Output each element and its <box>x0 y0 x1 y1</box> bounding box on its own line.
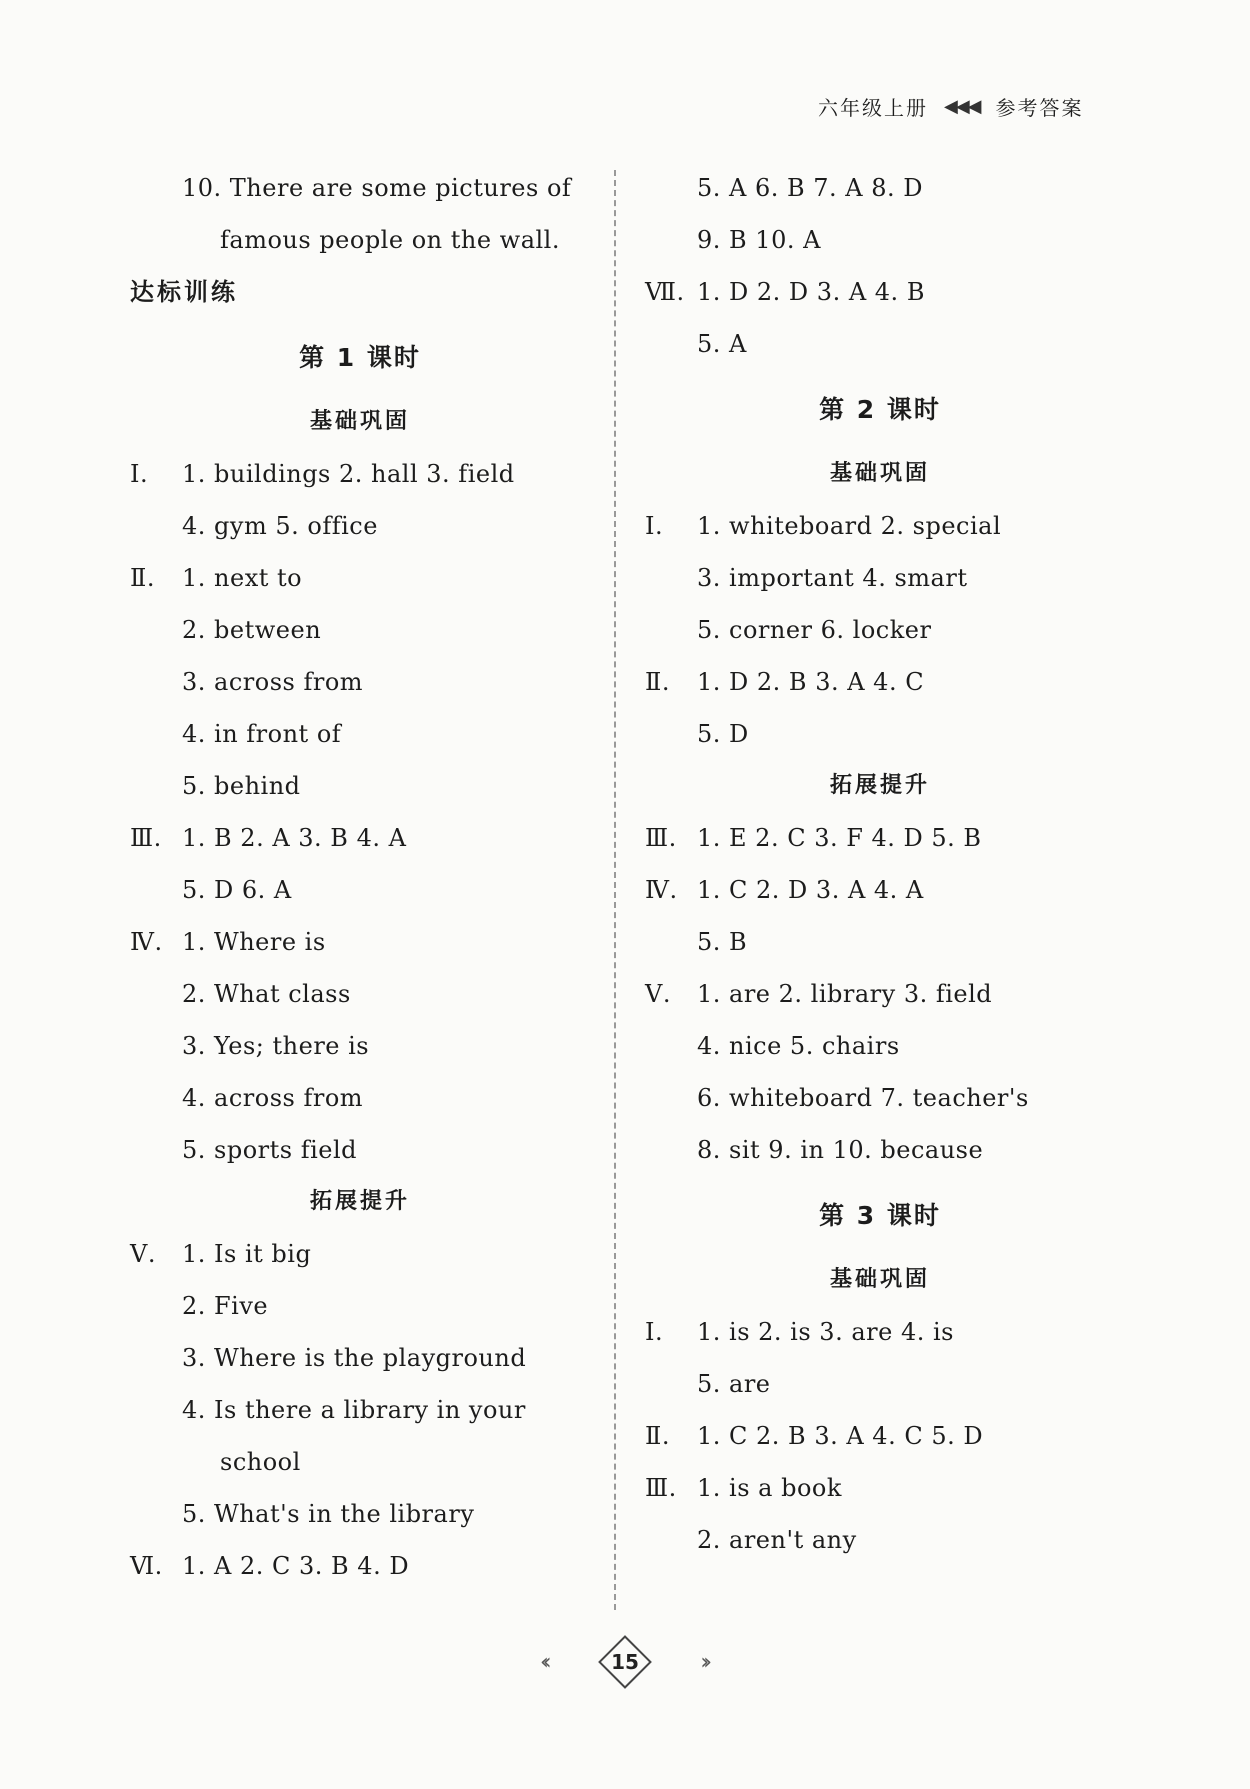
answer-line: Ⅴ. 1. Is it big <box>130 1240 312 1268</box>
sub-title: 基础巩固 <box>309 409 410 434</box>
lesson-title: 第 2 课时 <box>819 395 941 424</box>
answer-line: Ⅲ. 1. is a book <box>645 1474 842 1502</box>
answer-line: 8. sit 9. in 10. because <box>697 1136 984 1164</box>
answer-line: Ⅴ. 1. are 2. library 3. field <box>645 980 993 1008</box>
answer-line: 3. important 4. smart <box>697 564 968 592</box>
answer-line: 5. behind <box>182 772 301 800</box>
answer-line: 2. Five <box>182 1292 269 1320</box>
answer-line: school <box>220 1448 301 1476</box>
answer-line: 3. Yes; there is <box>182 1032 370 1060</box>
triple-left-arrow-icon: ◀◀◀ <box>944 96 980 117</box>
answer-line: 5. What's in the library <box>182 1500 475 1528</box>
answer-line: Ⅵ. 1. A 2. C 3. B 4. D <box>130 1552 410 1580</box>
sub-title: 拓展提升 <box>829 773 930 798</box>
answer-line: Ⅲ. 1. E 2. C 3. F 4. D 5. B <box>645 824 982 852</box>
answer-line: Ⅰ. 1. buildings 2. hall 3. field <box>130 460 515 488</box>
answer-line: Ⅱ. 1. next to <box>130 564 303 592</box>
answer-line: 4. nice 5. chairs <box>697 1032 900 1060</box>
answer-line: 9. B 10. A <box>697 226 821 254</box>
answer-line: Ⅰ. 1. whiteboard 2. special <box>645 512 1002 540</box>
answer-key-label: 参考答案 <box>995 96 1084 120</box>
answer-line: Ⅰ. 1. is 2. is 3. are 4. is <box>645 1318 954 1346</box>
left-column <box>130 162 590 1592</box>
column-divider <box>614 170 616 1610</box>
answer-line: 2. What class <box>182 980 351 1008</box>
sub-title: 基础巩固 <box>829 1267 930 1292</box>
answer-line: 5. are <box>697 1370 771 1398</box>
answer-line: Ⅲ. 1. B 2. A 3. B 4. A <box>130 824 407 852</box>
answer-line: 5. B <box>697 928 748 956</box>
answer-line: 3. across from <box>182 668 364 696</box>
answer-line: 4. across from <box>182 1084 364 1112</box>
answer-line: 5. D <box>697 720 749 748</box>
answer-line: Ⅶ. 1. D 2. D 3. A 4. B <box>645 278 925 306</box>
answer-line: 5. A <box>697 330 747 358</box>
section-title: 达标训练 <box>130 278 238 306</box>
lesson-title: 第 3 课时 <box>819 1201 941 1230</box>
answer-line: 5. sports field <box>182 1136 358 1164</box>
answer-line: 5. D 6. A <box>182 876 292 904</box>
double-right-chevron-icon: ›› <box>700 1649 706 1675</box>
lesson-title: 第 1 课时 <box>299 343 421 372</box>
answer-line: 4. Is there a library in your <box>182 1396 526 1424</box>
page-number: 15 <box>611 1650 639 1674</box>
answer-line: Ⅱ. 1. D 2. B 3. A 4. C <box>645 668 925 696</box>
answer-line: 2. aren't any <box>697 1526 857 1554</box>
double-left-chevron-icon: ‹‹ <box>540 1649 546 1675</box>
right-column <box>645 162 1115 1566</box>
page-number-badge <box>540 1640 710 1684</box>
answer-line: 10. There are some pictures of <box>182 174 572 202</box>
sub-title: 拓展提升 <box>309 1189 410 1214</box>
sub-title: 基础巩固 <box>829 461 930 486</box>
grade-label: 六年级上册 <box>818 96 928 120</box>
answer-line: 4. gym 5. office <box>182 512 378 540</box>
answer-line: famous people on the wall. <box>220 226 560 254</box>
answer-line: 3. Where is the playground <box>182 1344 527 1372</box>
answer-line: Ⅱ. 1. C 2. B 3. A 4. C 5. D <box>645 1422 984 1450</box>
answer-line: Ⅳ. 1. Where is <box>130 928 326 956</box>
answer-line: 5. corner 6. locker <box>697 616 932 644</box>
answer-line: 4. in front of <box>182 720 342 748</box>
answer-line: Ⅳ. 1. C 2. D 3. A 4. A <box>645 876 924 904</box>
answer-line: 2. between <box>182 616 322 644</box>
answer-line: 5. A 6. B 7. A 8. D <box>697 174 924 202</box>
answer-line: 6. whiteboard 7. teacher's <box>697 1084 1029 1112</box>
page-header <box>818 92 1084 121</box>
